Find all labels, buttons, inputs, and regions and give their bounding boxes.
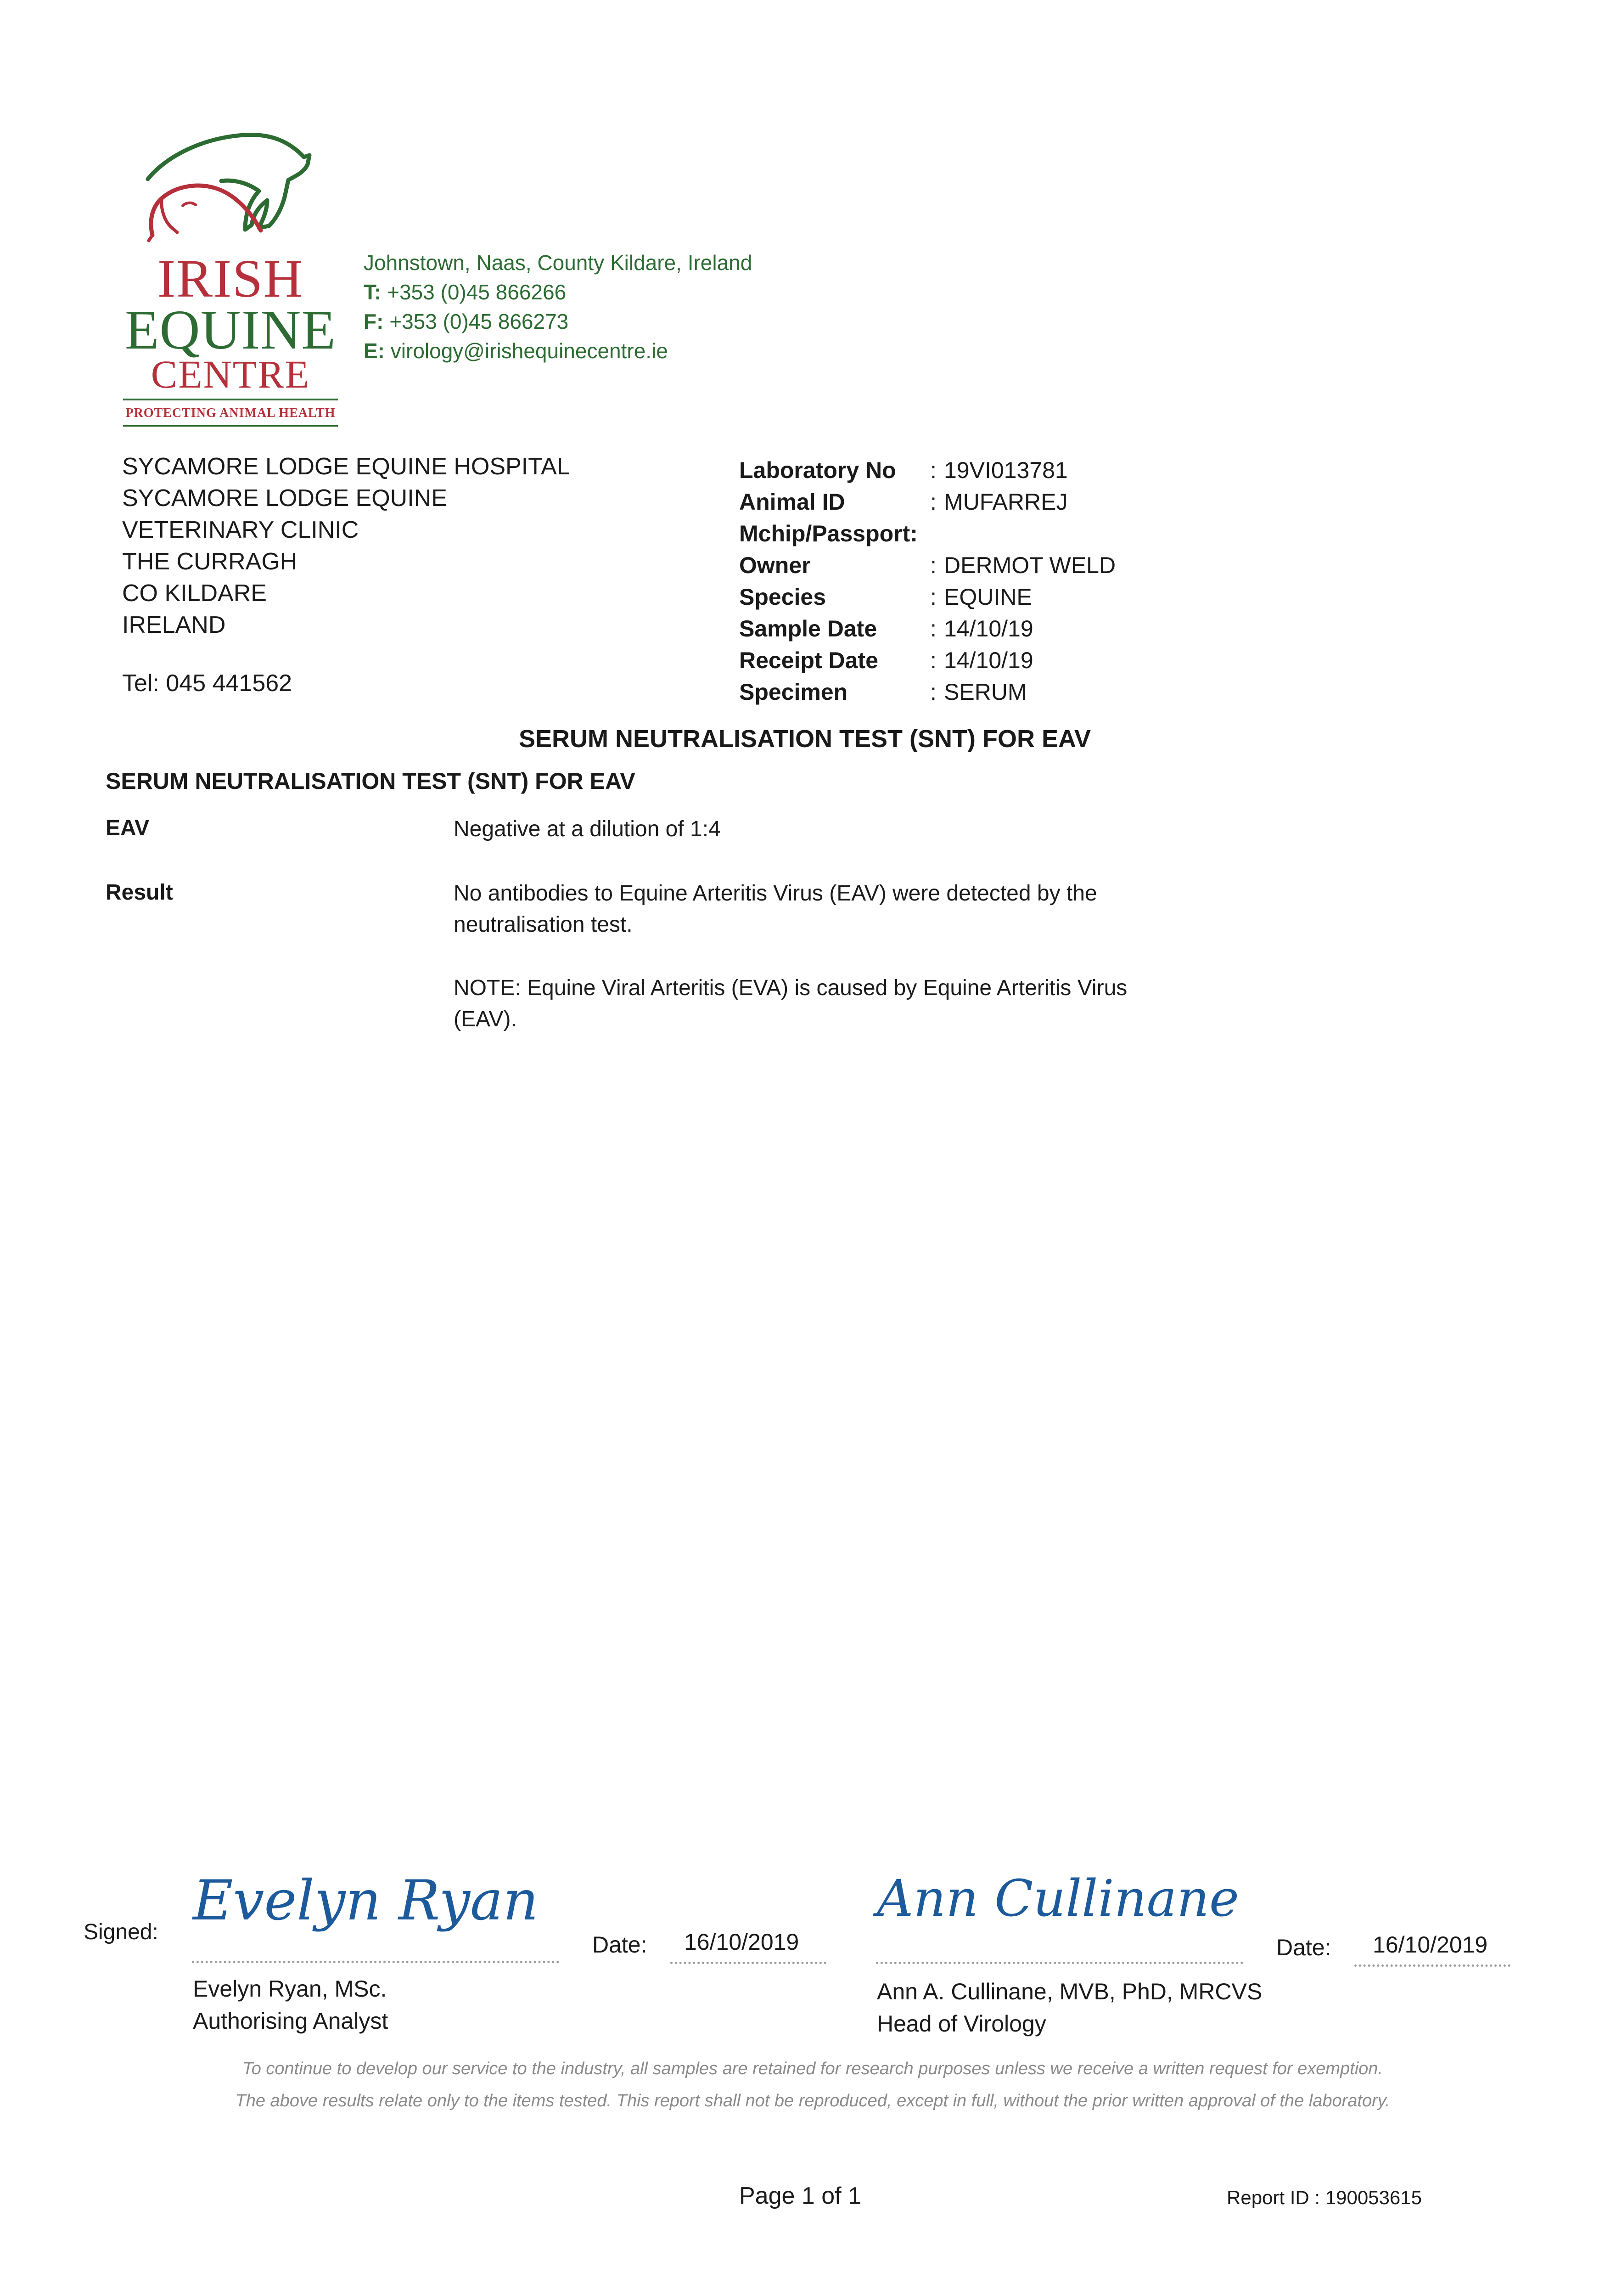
date-line bbox=[670, 1962, 826, 1964]
address-line: IRELAND bbox=[122, 612, 226, 638]
section-title: SERUM NEUTRALISATION TEST (SNT) FOR EAV bbox=[106, 768, 635, 794]
info-colon: : bbox=[930, 679, 937, 705]
disclaimer-line: To continue to develop our service to the industry, all samples are retained for research purposes unless we receive a written request for exemption. bbox=[242, 2059, 1383, 2078]
info-colon: : bbox=[930, 552, 937, 578]
info-label: Specimen bbox=[739, 679, 848, 705]
contact-block bbox=[364, 248, 752, 366]
recipient-tel: Tel: 045 441562 bbox=[122, 670, 292, 697]
date-value: 16/10/2019 bbox=[684, 1929, 799, 1955]
info-label: Species bbox=[739, 584, 826, 610]
page-number: Page 1 of 1 bbox=[739, 2183, 861, 2209]
info-label: Laboratory No bbox=[739, 457, 896, 483]
signer-role: Head of Virology bbox=[877, 2011, 1046, 2037]
irish-equine-centre-logo bbox=[120, 129, 341, 422]
fax-label: F: bbox=[364, 310, 384, 333]
address-line: CO KILDARE bbox=[122, 580, 267, 607]
info-colon: : bbox=[930, 584, 937, 610]
date-value: 16/10/2019 bbox=[1373, 1932, 1488, 1958]
result-text bbox=[454, 878, 1207, 940]
info-value: 14/10/19 bbox=[944, 616, 1033, 642]
note-text bbox=[454, 973, 1207, 1035]
logo-word-equine: EQUINE bbox=[125, 299, 336, 361]
eav-label: EAV bbox=[106, 816, 150, 840]
info-value: DERMOT WELD bbox=[944, 552, 1116, 578]
report-id: Report ID : 190053615 bbox=[1227, 2187, 1422, 2208]
address-line: THE CURRAGH bbox=[122, 548, 297, 575]
info-label: Receipt Date bbox=[739, 647, 878, 673]
info-value: SERUM bbox=[944, 679, 1027, 705]
disclaimer bbox=[138, 2053, 1487, 2117]
date-label: Date: bbox=[1276, 1935, 1331, 1960]
logo-divider bbox=[123, 425, 338, 427]
note-line: NOTE: Equine Viral Arteritis (EVA) is caused by Equine Arteritis Virus bbox=[454, 976, 1128, 1000]
info-value: 19VI013781 bbox=[944, 457, 1068, 483]
logo-word-irish: IRISH bbox=[157, 248, 304, 309]
info-value: EQUINE bbox=[944, 584, 1032, 610]
logo-word-centre: CENTRE bbox=[151, 352, 310, 396]
signed-label: Signed: bbox=[84, 1920, 158, 1944]
date-label: Date: bbox=[592, 1932, 647, 1958]
recipient-address bbox=[122, 451, 570, 641]
signer-right bbox=[877, 1975, 1262, 2040]
note-line: (EAV). bbox=[454, 1007, 517, 1031]
info-colon: : bbox=[930, 647, 937, 673]
logo-tagline: PROTECTING ANIMAL HEALTH bbox=[125, 406, 336, 420]
info-colon: : bbox=[930, 616, 937, 642]
email-label: E: bbox=[364, 339, 385, 363]
info-colon: : bbox=[930, 457, 937, 483]
horse-head-icon bbox=[139, 129, 331, 248]
result-line: neutralisation test. bbox=[454, 912, 633, 937]
signature-ann-cullinane: Ann Cullinane bbox=[877, 1869, 1240, 1928]
phone-label: T: bbox=[364, 280, 382, 304]
contact-address: Johnstown, Naas, County Kildare, Ireland bbox=[364, 251, 752, 275]
signer-name: Ann A. Cullinane, MVB, PhD, MRCVS bbox=[877, 1979, 1263, 2004]
info-label: Mchip/Passport: bbox=[739, 521, 918, 546]
phone-value: +353 (0)45 866266 bbox=[387, 280, 567, 304]
signature-evelyn-ryan: Evelyn Ryan bbox=[193, 1869, 539, 1933]
info-label: Sample Date bbox=[739, 616, 877, 642]
date-line bbox=[1354, 1964, 1510, 1967]
contact-phone bbox=[364, 277, 752, 307]
contact-email bbox=[364, 336, 752, 366]
address-line: SYCAMORE LODGE EQUINE bbox=[122, 485, 447, 512]
signature-line bbox=[192, 1961, 559, 1963]
report-title: SERUM NEUTRALISATION TEST (SNT) FOR EAV bbox=[519, 725, 1091, 753]
info-value: 14/10/19 bbox=[944, 647, 1033, 673]
address-line: SYCAMORE LODGE EQUINE HOSPITAL bbox=[122, 453, 570, 480]
email-value[interactable]: virology@irishequinecentre.ie bbox=[390, 339, 668, 363]
fax-value: +353 (0)45 866273 bbox=[389, 310, 569, 333]
result-label: Result bbox=[106, 880, 173, 905]
info-label: Owner bbox=[739, 552, 811, 578]
signer-name: Evelyn Ryan, MSc. bbox=[193, 1976, 387, 2002]
logo-divider bbox=[123, 399, 338, 400]
signer-role: Authorising Analyst bbox=[193, 2008, 388, 2034]
signer-left bbox=[193, 1973, 388, 2037]
info-colon: : bbox=[930, 489, 937, 515]
info-value: MUFARREJ bbox=[944, 489, 1068, 515]
disclaimer-line: The above results relate only to the items tested. This report shall not be reproduced, except in full, without the prior written approval of the laboratory. bbox=[235, 2091, 1390, 2110]
contact-fax bbox=[364, 307, 752, 336]
info-label: Animal ID bbox=[739, 489, 845, 515]
eav-value: Negative at a dilution of 1:4 bbox=[454, 817, 721, 841]
result-line: No antibodies to Equine Arteritis Virus (EAV) were detected by the bbox=[454, 881, 1097, 906]
signature-line bbox=[876, 1962, 1243, 1964]
address-line: VETERINARY CLINIC bbox=[122, 517, 359, 543]
